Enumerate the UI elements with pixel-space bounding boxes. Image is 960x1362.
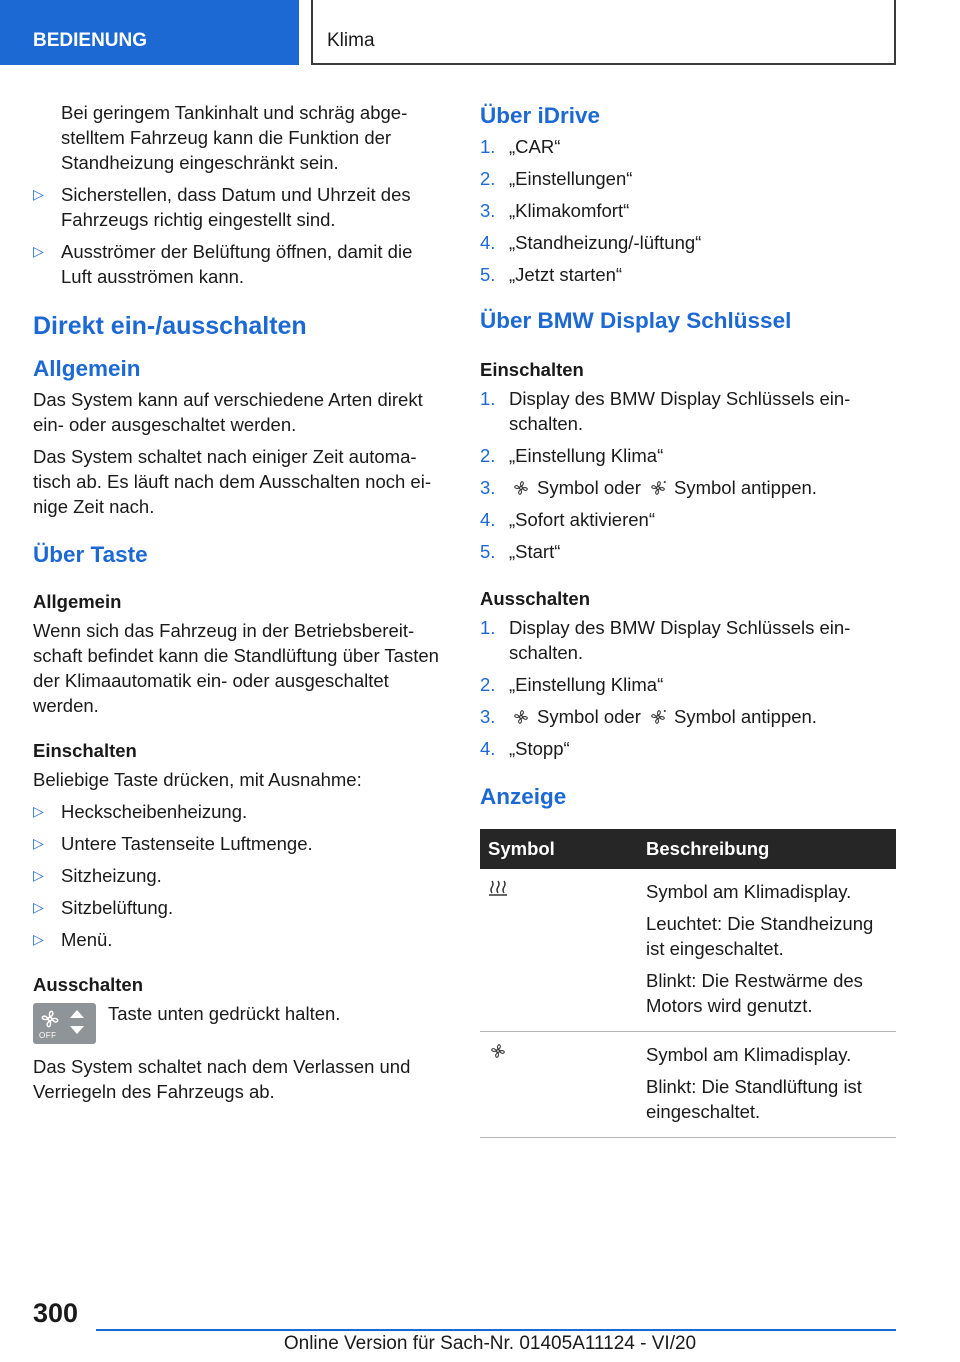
list-item: ▷ Sicherstellen, dass Datum und Uhrzeit des Fahrzeugs richtig eingestellt sind. [33,184,411,230]
list-item: 5. „Start“ [480,541,561,562]
key-off-steps [480,615,896,761]
triangle-bullet-icon: ▷ [33,803,44,819]
list-item: 1. „CAR“ [480,136,561,157]
exceptions-list [33,799,445,952]
page-number: 300 [33,1298,79,1328]
fan-heat-icon [648,708,668,726]
section-tab: BEDIENUNG [0,0,299,65]
heading-switch-off: Ausschalten [33,974,144,995]
list-item: 2. „Einstellung Klima“ [480,445,664,466]
prep-bullet-list [33,182,445,289]
triangle-bullet-icon: ▷ [33,931,44,947]
list-item: ▷ Ausströmer der Belüftung öffnen, damit die Luft ausströmen kann. [33,241,413,287]
list-item: ▷ Sitzheizung. [33,865,162,886]
chapter-title: Klima [311,0,896,65]
fan-icon [511,708,531,726]
key-on-steps [480,386,896,564]
idrive-steps [480,134,896,287]
triangle-bullet-icon: ▷ [33,186,44,202]
switch-on-text: Beliebige Taste drücken, mit Ausnahme: [33,769,362,790]
right-column [480,100,896,1138]
button-figure [33,1001,445,1044]
triangle-bullet-icon: ▷ [33,899,44,915]
list-item: 5. „Jetzt starten“ [480,264,623,285]
arrow-down-icon [70,1026,84,1034]
fan-icon [511,479,531,497]
general-text-2: Das System schaltet nach einiger Zeit automatisch ab. Es läuft nach dem Ausschalten noch einige Zeit nach. [33,446,431,517]
general-text-1: Das System kann auf verschiedene Arten direkt ein- oder ausgeschaltet werden. [33,389,423,435]
heating-icon [488,879,508,897]
fan-icon [488,1042,508,1060]
heading-display-key: Über BMW Display Schlüssel [480,308,792,333]
display-table [480,829,896,1138]
list-item: 2. „Einstellung Klima“ [480,674,664,695]
fan-icon [39,1008,61,1030]
table-row: Symbol am Klimadisplay. Leuchtet: Die Standheizung ist eingeschaltet. Blinkt: Die Restwärme des Motors wird genutzt. [480,869,896,1032]
heading-button: Über Taste [33,542,148,567]
list-item: 3. Symbol oder Symbol antippen. [480,477,817,498]
fan-heat-icon [648,479,668,497]
heading-key-off: Ausschalten [480,588,591,609]
button-general-text: Wenn sich das Fahrzeug in der Betriebsbereitschaft befindet kann die Standlüftung über Tasten der Klimaautomatik ein- oder ausgeschaltet werden. [33,620,439,716]
left-column [33,100,445,1111]
list-item: 3. „Klimakomfort“ [480,200,630,221]
list-item: ▷ Sitzbelüftung. [33,897,174,918]
heading-general: Allgemein [33,356,141,381]
column-header-description: Beschreibung [636,829,896,869]
table-row: Symbol am Klimadisplay. Blinkt: Die Standlüftung ist eingeschaltet. [480,1032,896,1138]
switch-off-text: Taste unten gedrückt halten. [108,1003,341,1024]
table-header-row [480,829,896,869]
column-header-symbol: Symbol [480,829,636,869]
list-item: 3. Symbol oder Symbol antippen. [480,706,817,727]
list-item: 4. „Sofort aktivieren“ [480,509,655,530]
list-item: ▷ Heckscheibenheizung. [33,801,248,822]
triangle-bullet-icon: ▷ [33,243,44,259]
list-item: 2. „Einstellungen“ [480,168,633,189]
triangle-bullet-icon: ▷ [33,835,44,851]
list-item: ▷ Menü. [33,929,113,950]
arrow-up-icon [70,1010,84,1018]
fan-off-button-image [33,1003,96,1044]
heading-switch-on: Einschalten [33,740,137,761]
heading-key-on: Einschalten [480,359,584,380]
footer-text: Online Version für Sach-Nr. 01405A11124 - VI/20 [283,1333,697,1354]
heading-display: Anzeige [480,784,567,809]
footer-divider [96,1329,896,1331]
off-label: OFF [39,1031,57,1040]
list-item: 1. Display des BMW Display Schlüssels einschalten. [480,388,851,434]
list-item: 1. Display des BMW Display Schlüssels einschalten. [480,617,851,663]
intro-text: Bei geringem Tankinhalt und schräg abgestelltem Fahrzeug kann die Funktion der Standheizung eingeschränkt sein. [61,102,408,173]
heading-idrive: Über iDrive [480,103,601,128]
heading-direct: Direkt ein-/ausschalten [33,312,307,340]
list-item: ▷ Untere Tastenseite Luftmenge. [33,833,313,854]
list-item: 4. „Standheizung/-lüftung“ [480,232,702,253]
list-item: 4. „Stopp“ [480,738,570,759]
heading-button-general: Allgemein [33,591,122,612]
triangle-bullet-icon: ▷ [33,867,44,883]
switch-off-note: Das System schaltet nach dem Verlassen und Verriegeln des Fahrzeugs ab. [33,1056,411,1102]
